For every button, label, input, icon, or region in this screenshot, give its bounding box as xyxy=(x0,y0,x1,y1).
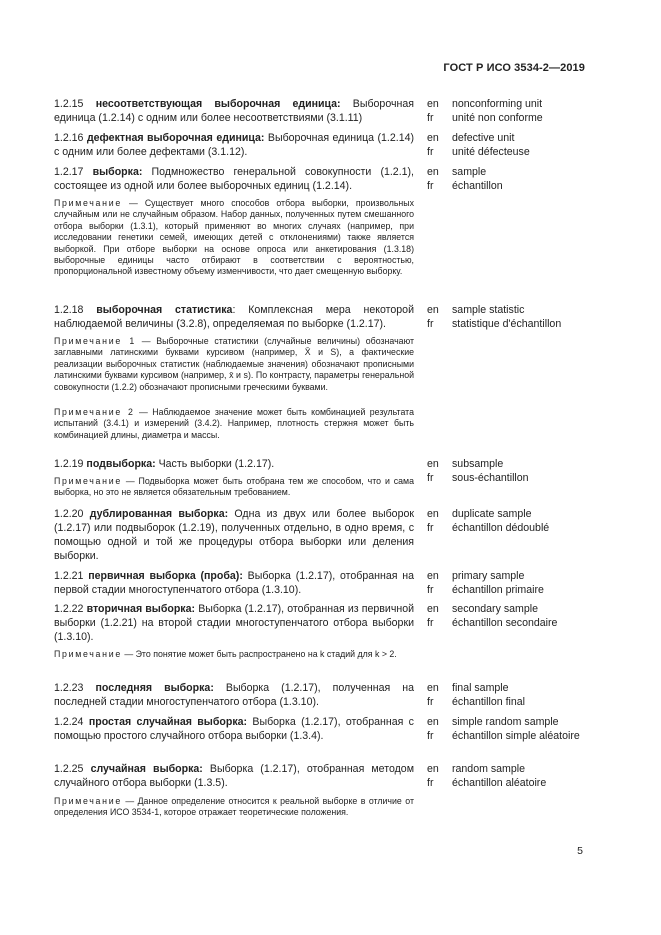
term-definition: Подмножество генеральной совокупности (1.2.1), состоящее из одной или более выборочных единиц (1.2.14). xyxy=(54,166,414,192)
term-note xyxy=(54,796,414,819)
term-1-2-24 xyxy=(54,715,414,743)
term-title: дублированная выборка: xyxy=(89,508,229,520)
term-definition: Выборка (1.2.17), отобранная на первой стадии многоступенчатого отбора (1.3.10). xyxy=(54,570,414,596)
term-number: 1.2.20 xyxy=(54,508,84,520)
term-1-2-21 xyxy=(54,569,414,597)
term-title: дефектная выборочная единица: xyxy=(86,132,265,144)
note-text: — Наблюдаемое значение может быть комбинацией результата испытаний (3.4.1) и измерений (3.4.2). Например, плотность стержня может быть комбинацией длины, диаметра и массы. xyxy=(54,407,414,440)
equivalents: duplicate sample échantillon dédoublé xyxy=(452,508,550,534)
term-number: 1.2.17 xyxy=(54,166,84,178)
note-text: — Данное определение относится к реальной выборке в отличие от определения ИСО 3534-1, которое отражает теоретические положения. xyxy=(54,796,414,818)
equivalents: subsample sous-échantillon xyxy=(452,458,529,484)
term-note xyxy=(54,649,414,660)
term-1-2-23 xyxy=(54,681,414,709)
page-number: 5 xyxy=(577,845,583,857)
term-number: 1.2.22 xyxy=(54,603,84,615)
note-label: Примечание xyxy=(54,649,122,659)
lang-codes: en fr xyxy=(427,98,439,124)
term-definition: Выборка (1.2.17), отобранная методом случайного отбора выборки (1.3.5). xyxy=(54,763,414,789)
note-text: — Это понятие может быть распространено на k стадий для k > 2. xyxy=(121,649,397,659)
lang-codes: en fr xyxy=(427,682,439,708)
term-1-2-15 xyxy=(54,97,414,125)
term-title: выборочная статистика xyxy=(96,304,233,316)
term-note xyxy=(54,476,414,499)
term-1-2-25 xyxy=(54,762,414,790)
term-number: 1.2.21 xyxy=(54,570,84,582)
term-title: вторичная выборка: xyxy=(86,603,196,615)
equivalents: random sample échantillon aléatoire xyxy=(452,763,547,789)
term-number: 1.2.15 xyxy=(54,98,84,110)
note-label: Примечание xyxy=(54,796,122,806)
term-note xyxy=(54,336,414,393)
note-label: Примечание 2 xyxy=(54,407,135,417)
term-definition: Выборка (1.2.17), полученная на последней стадии многоступенчатого отбора (1.3.10). xyxy=(54,682,414,708)
term-number: 1.2.19 xyxy=(54,458,84,470)
term-note xyxy=(54,198,414,278)
equivalents: nonconforming unit unité non conforme xyxy=(452,98,543,124)
lang-codes: en fr xyxy=(427,570,439,596)
term-title: случайная выборка: xyxy=(90,763,203,775)
term-number: 1.2.23 xyxy=(54,682,84,694)
note-text: — Подвыборка может быть отобрана тем же способом, что и сама выборка, но это не является обязательным требованием. xyxy=(54,476,414,498)
equivalents: sample échantillon xyxy=(452,166,503,192)
term-definition: Одна из двух или более выборок (1.2.17) или подвыборок (1.2.19), полученных отдельно, в одно время, с помощью одной и той же процедуры отбора выборки или деления выборки. xyxy=(54,508,414,562)
term-1-2-16 xyxy=(54,131,414,159)
term-definition: Выборка (1.2.17), отобранная из первичной выборки (1.2.21) на второй стадии многоступенчатого отбора выборки (1.3.10). xyxy=(54,603,415,643)
lang-codes: en fr xyxy=(427,716,439,742)
term-1-2-22 xyxy=(54,602,414,644)
equivalents: final sample échantillon final xyxy=(452,682,526,708)
equivalents: secondary sample échantillon secondaire xyxy=(452,603,558,629)
term-definition: Часть выборки (1.2.17). xyxy=(158,458,275,470)
note-label: Примечание xyxy=(54,476,122,486)
term-1-2-18 xyxy=(54,303,414,331)
term-1-2-19 xyxy=(54,457,414,471)
equivalents: sample statistic statistique d'échantillon xyxy=(452,304,562,330)
equivalents: primary sample échantillon primaire xyxy=(452,570,544,596)
lang-codes: en fr xyxy=(427,304,439,330)
term-definition: : Комплексная мера некоторой наблюдаемой величины (3.2.8), определяемая по выборке (1.2.17). xyxy=(54,304,414,330)
term-number: 1.2.24 xyxy=(54,716,84,728)
term-definition: Выборочная единица (1.2.14) с одним или более дефектами (3.1.12). xyxy=(54,132,415,158)
note-label: Примечание 1 xyxy=(54,336,136,346)
note-text: — Существует много способов отбора выборки, произвольных случайным или не случайным образом. Набор данных, полученных путем смешанного отбора выборки (1.3.1), который применяют во многих случаях (например, при исследовании генетики семей, имеющих детей с отклонениями) также является выборкой. При отборе выборки на основе опроса или анкетирования (1.3.18) выборочные единицы часто отбирают в соответствии с вероятностью, пропорциональной известному объему изменчивости, что дает смещенную выборку. xyxy=(54,198,414,277)
term-title: простая случайная выборка: xyxy=(88,716,248,728)
term-title: последняя выборка: xyxy=(95,682,214,694)
lang-codes: en fr xyxy=(427,508,439,534)
lang-codes: en fr xyxy=(427,603,439,629)
term-number: 1.2.18 xyxy=(54,304,84,316)
document-header: ГОСТ Р ИСО 3534-2—2019 xyxy=(443,62,585,74)
term-definition: Выборочная единица (1.2.14) с одним или более несоответствиями (3.1.11) xyxy=(54,98,414,124)
term-title: несоответствующая выборочная единица: xyxy=(95,98,341,110)
note-text: — Выборочные статистики (случайные величины) обозначают заглавными латинскими буквами курсивом (например, X̄ и S), а фактические реализации выборочных статистик (наблюдаемые значения) обозначают прописными латинскими буквами курсивом (например, x̄ и s). По контрасту, параметры генеральной совокупности (1.2.2) обозначают прописными греческими буквами. xyxy=(54,336,415,392)
term-title: первичная выборка (проба): xyxy=(88,570,243,582)
note-label: Примечание xyxy=(54,198,122,208)
term-title: подвыборка: xyxy=(86,458,156,470)
term-1-2-20 xyxy=(54,507,414,563)
lang-codes: en fr xyxy=(427,166,439,192)
term-title: выборка: xyxy=(92,166,143,178)
term-definition: Выборка (1.2.17), отобранная с помощью простого случайного отбора выборки (1.3.4). xyxy=(54,716,414,742)
term-note xyxy=(54,407,414,441)
term-1-2-17 xyxy=(54,165,414,193)
lang-codes: en fr xyxy=(427,132,439,158)
term-number: 1.2.16 xyxy=(54,132,84,144)
lang-codes: en fr xyxy=(427,458,439,484)
lang-codes: en fr xyxy=(427,763,439,789)
equivalents: defective unit unité défecteuse xyxy=(452,132,530,158)
term-number: 1.2.25 xyxy=(54,763,84,775)
equivalents: simple random sample échantillon simple aléatoire xyxy=(452,716,580,742)
